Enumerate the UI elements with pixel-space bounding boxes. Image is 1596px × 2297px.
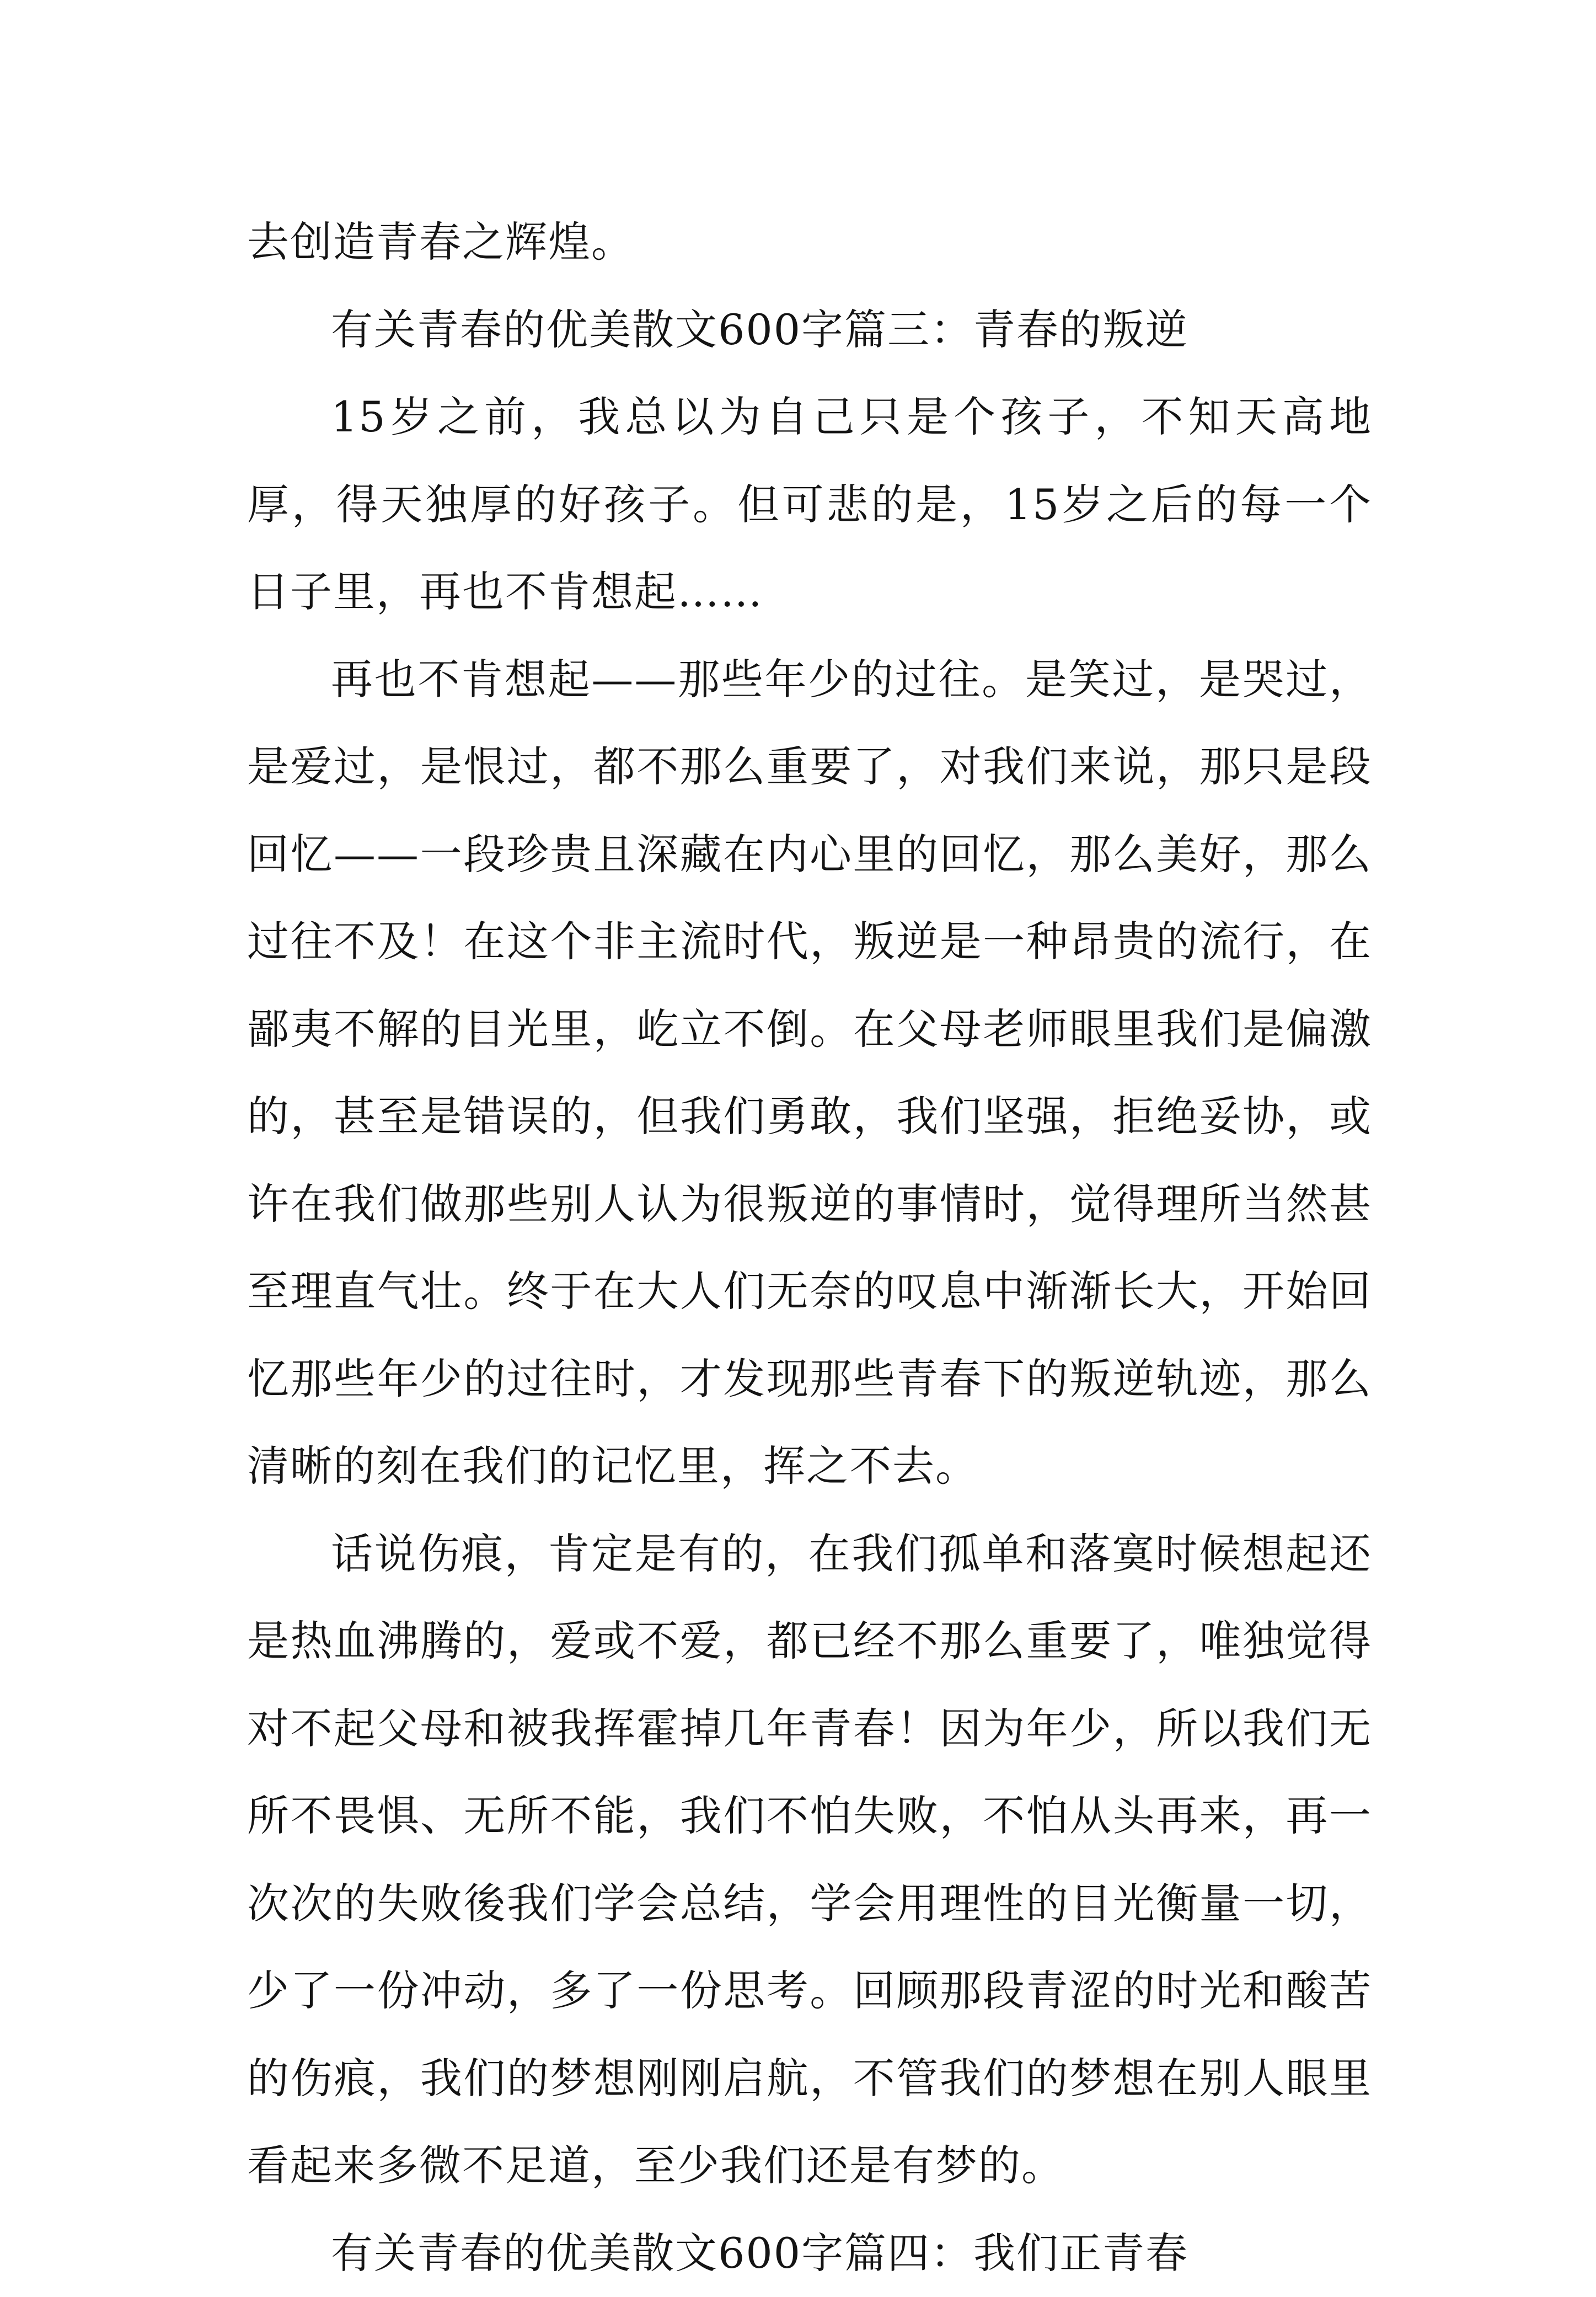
paragraph: 话说伤痕，肯定是有的，在我们孤单和落寞时候想起还是热血沸腾的，爱或不爱，都已经不那么重要了，唯独觉得对不起父母和被我挥霍掉几年青春！因为年少，所以我们无所不畏惧、无所不能，我们不怕失败，不怕从头再来，再一次次的失败後我们学会总结，学会用理性的目光衡量一切，少了一份冲动，多了一份思考。回顾那段青涩的时光和酸苦的伤痕，我们的梦想刚刚启航，不管我们的梦想在别人眼里看起来多微不足道，至少我们还是有梦的。	[247, 1510, 1372, 2210]
paragraph: 15岁之前，我总以为自己只是个孩子，不知天高地厚，得天独厚的好孩子。但可悲的是，15岁之后的每一个日子里，再也不肯想起……	[247, 373, 1372, 636]
paragraph-continuation: 去创造青春之辉煌。	[247, 199, 1372, 286]
section-heading-four: 有关青春的优美散文600字篇四：我们正青春	[247, 2210, 1372, 2297]
document-page	[247, 199, 1372, 2297]
section-heading-three: 有关青春的优美散文600字篇三：青春的叛逆	[247, 286, 1372, 374]
paragraph: 再也不肯想起——那些年少的过往。是笑过，是哭过，是爱过，是恨过，都不那么重要了，对我们来说，那只是段回忆——一段珍贵且深藏在内心里的回忆，那么美好，那么过往不及！在这个非主流时代，叛逆是一种昂贵的流行，在鄙夷不解的目光里，屹立不倒。在父母老师眼里我们是偏激的，甚至是错误的，但我们勇敢，我们坚强，拒绝妥协，或许在我们做那些别人认为很叛逆的事情时，觉得理所当然甚至理直气壮。终于在大人们无奈的叹息中渐渐长大，开始回忆那些年少的过往时，才发现那些青春下的叛逆轨迹，那么清晰的刻在我们的记忆里，挥之不去。	[247, 636, 1372, 1510]
